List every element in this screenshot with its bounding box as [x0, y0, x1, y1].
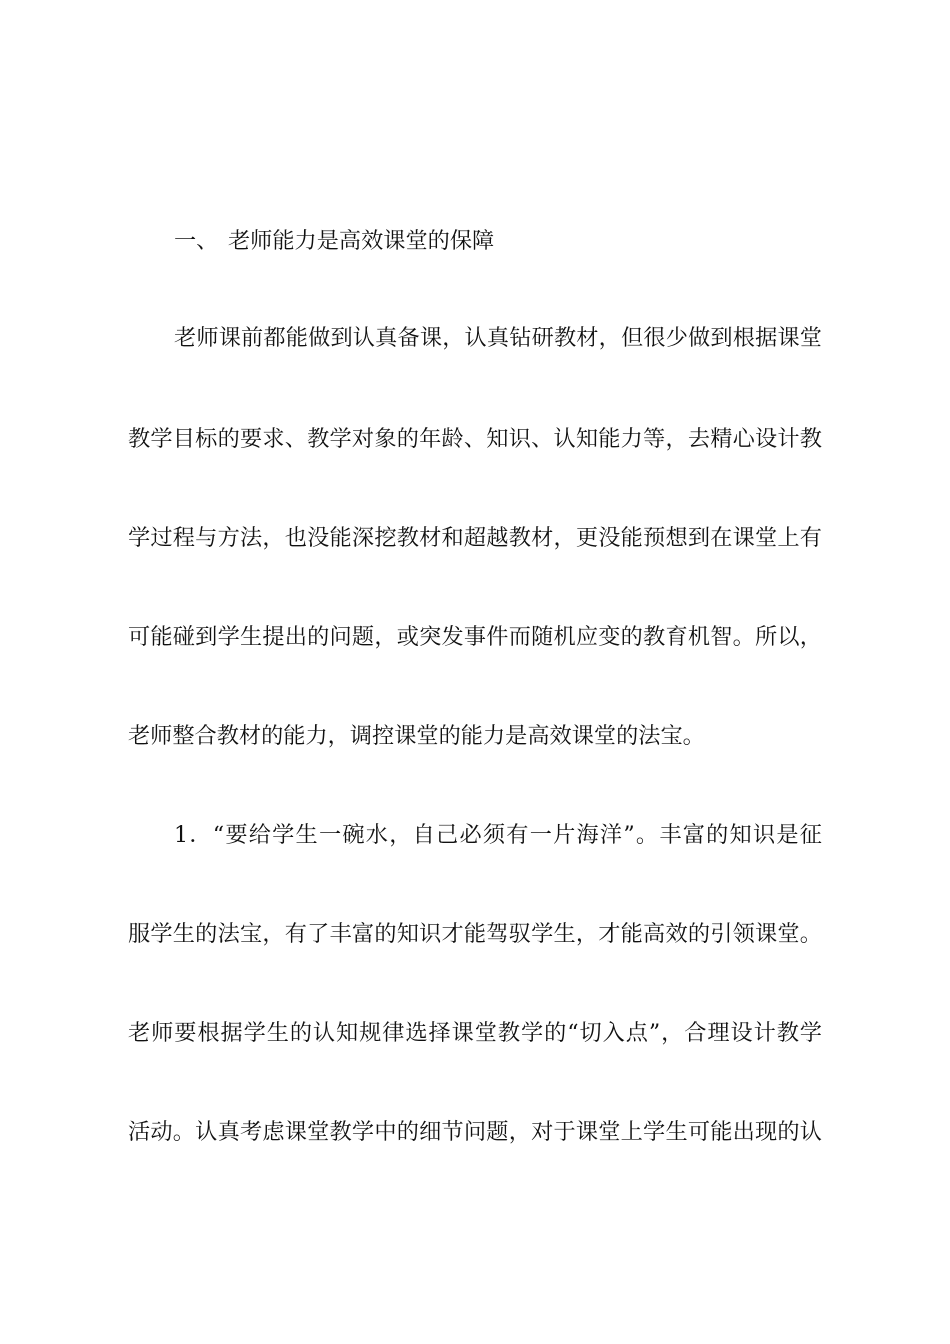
paragraph-line: 可能碰到学生提出的问题，或突发事件而随机应变的教育机智。所以， — [128, 624, 822, 650]
paragraph-line: 老师整合教材的能力，调控课堂的能力是高效课堂的法宝。 — [128, 723, 705, 749]
paragraph-line: 1．“要给学生一碗水，自己必须有一片海洋”。丰富的知识是征 — [174, 822, 822, 848]
section-title: 老师能力是高效课堂的保障 — [228, 228, 495, 254]
paragraph-line: 老师要根据学生的认知规律选择课堂教学的“切入点”，合理设计教学 — [128, 1020, 822, 1046]
section-number: 一、 — [174, 228, 219, 254]
paragraph-line: 学过程与方法，也没能深挖教材和超越教材，更没能预想到在课堂上有 — [128, 525, 822, 551]
paragraph-line: 活动。认真考虑课堂教学中的细节问题，对于课堂上学生可能出现的认 — [128, 1119, 822, 1145]
paragraph-line: 服学生的法宝，有了丰富的知识才能驾驭学生，才能高效的引领课堂。 — [128, 921, 822, 947]
paragraph-line: 教学目标的要求、教学对象的年龄、知识、认知能力等，去精心设计教 — [128, 426, 822, 452]
paragraph-line: 老师课前都能做到认真备课，认真钻研教材，但很少做到根据课堂 — [174, 325, 822, 351]
